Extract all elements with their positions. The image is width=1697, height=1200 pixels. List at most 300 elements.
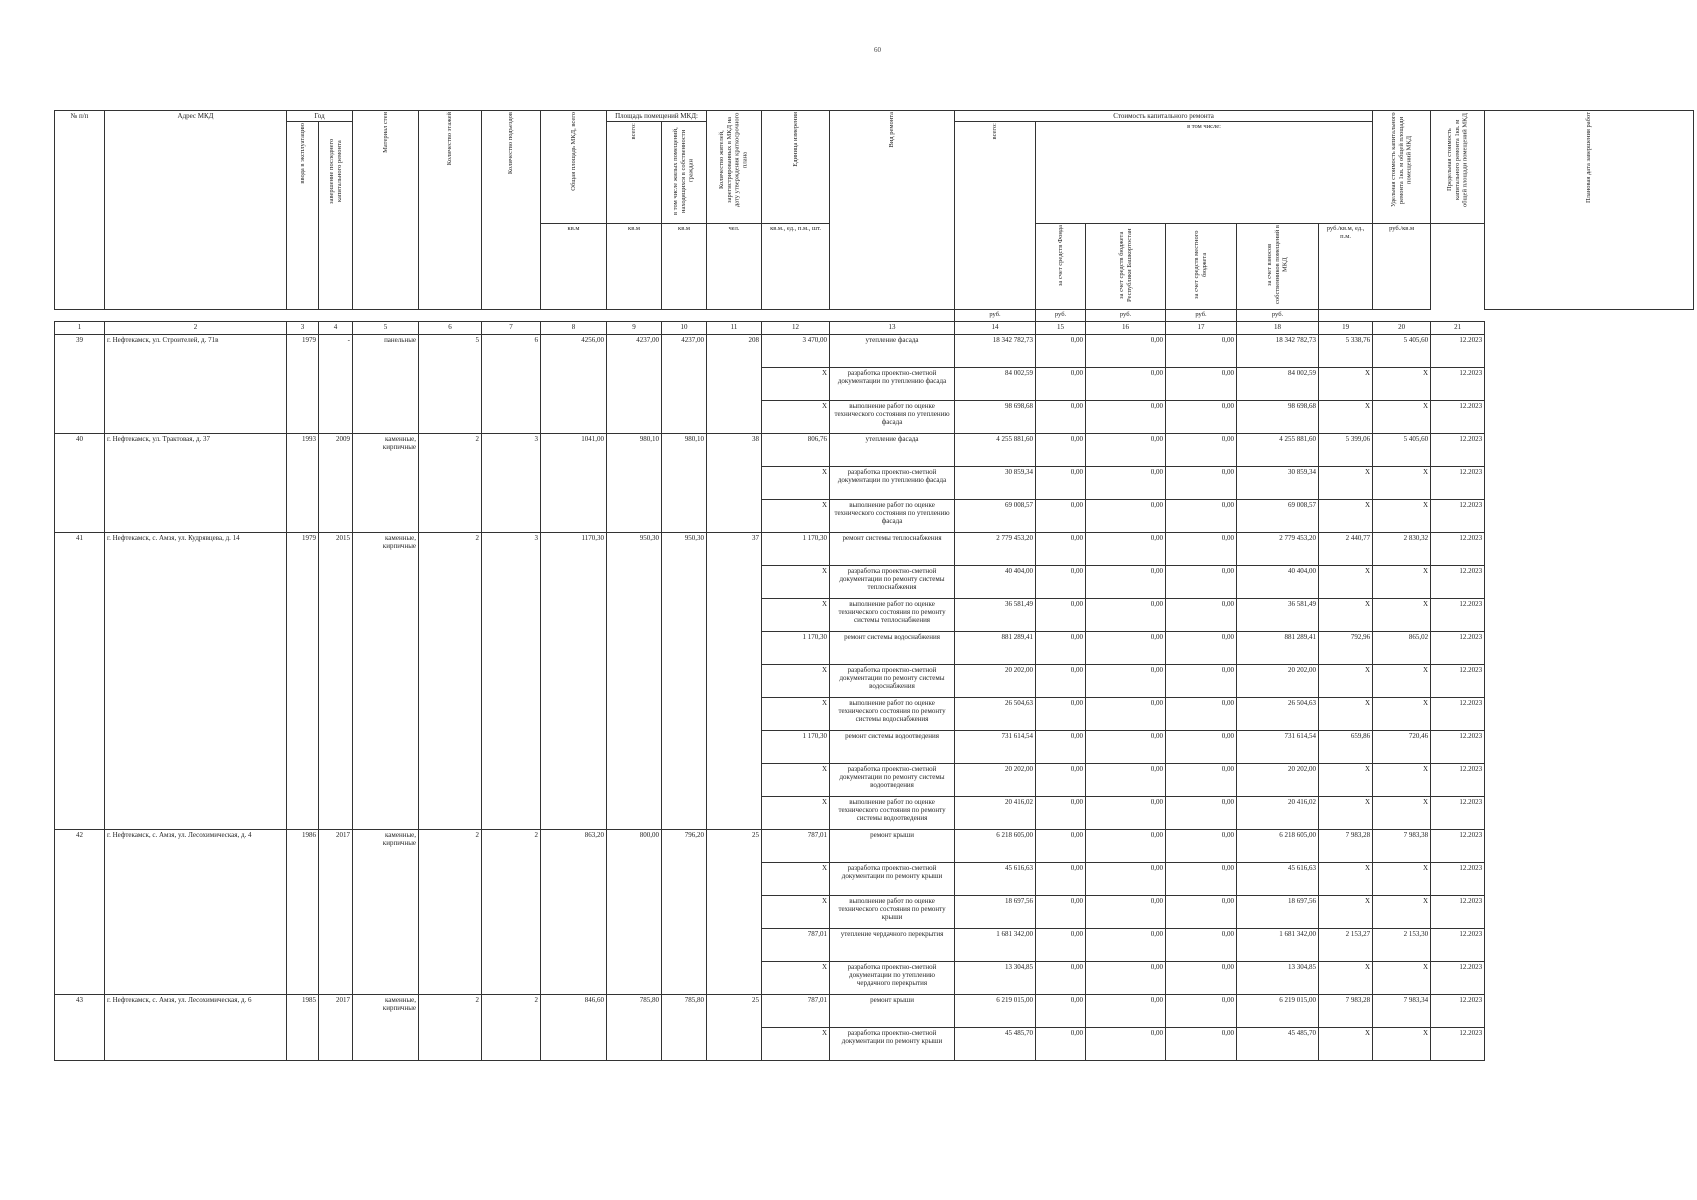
unit-cost-owners: руб.: [1237, 309, 1319, 321]
residents-count: 25: [707, 994, 762, 1060]
unit-value: 1 170,30: [762, 631, 830, 664]
plan-date: 12.2023: [1431, 532, 1485, 565]
plan-date: 12.2023: [1431, 400, 1485, 433]
unit-cost: X: [1319, 763, 1373, 796]
plan-date: 12.2023: [1431, 895, 1485, 928]
cost-republic: 0,00: [1086, 862, 1166, 895]
unit-cost: X: [1319, 796, 1373, 829]
unit-cost-fund: руб.: [1036, 309, 1086, 321]
unit-value: 787,01: [762, 829, 830, 862]
work-type: выполнение работ по оценке технического состояния по утеплению фасада: [830, 400, 955, 433]
cost-total: 26 504,63: [955, 697, 1036, 730]
cost-total: 69 008,57: [955, 499, 1036, 532]
table-row: [55, 829, 1694, 862]
cost-republic: 0,00: [1086, 796, 1166, 829]
residents-count: 25: [707, 829, 762, 994]
unit-value: X: [762, 598, 830, 631]
column-number: 12: [762, 321, 830, 334]
unit-value: X: [762, 796, 830, 829]
column-number: 17: [1166, 321, 1237, 334]
row-number: 43: [55, 994, 105, 1060]
cost-fund: 0,00: [1036, 928, 1086, 961]
cost-local: 0,00: [1166, 895, 1237, 928]
cost-fund: 0,00: [1036, 862, 1086, 895]
cost-owners: 84 002,59: [1237, 367, 1319, 400]
cost-republic: 0,00: [1086, 928, 1166, 961]
cost-local: 0,00: [1166, 796, 1237, 829]
cost-owners: 45 485,70: [1237, 1027, 1319, 1060]
work-type: разработка проектно-сметной документации по утеплению чердачного перекрытия: [830, 961, 955, 994]
building-address: г. Нефтекамск, ул. Трактовая, д. 37: [105, 433, 287, 532]
unit-value: X: [762, 895, 830, 928]
area-total: 980,10: [607, 433, 662, 532]
plan-date: 12.2023: [1431, 631, 1485, 664]
header-money-units-row: [55, 309, 1694, 321]
unit-value: X: [762, 367, 830, 400]
plan-date: 12.2023: [1431, 1027, 1485, 1060]
cost-local: 0,00: [1166, 466, 1237, 499]
col-cost-republic-header: за счет средств бюджета Республики Башкортостан: [1086, 223, 1166, 309]
cost-local: 0,00: [1166, 664, 1237, 697]
cost-total: 4 255 881,60: [955, 433, 1036, 466]
area-total: 4237,00: [607, 334, 662, 433]
plan-date: 12.2023: [1431, 994, 1485, 1027]
cost-owners: 1 681 342,00: [1237, 928, 1319, 961]
max-cost: X: [1373, 862, 1431, 895]
unit-cost: X: [1319, 598, 1373, 631]
cost-owners: 6 219 015,00: [1237, 994, 1319, 1027]
cost-owners: 4 255 881,60: [1237, 433, 1319, 466]
cost-owners: 20 416,02: [1237, 796, 1319, 829]
col-area-group-header: Площадь помещений МКД:: [607, 111, 707, 122]
max-cost: X: [1373, 1027, 1431, 1060]
cost-fund: 0,00: [1036, 1027, 1086, 1060]
wall-material: панельные: [353, 334, 419, 433]
cost-republic: 0,00: [1086, 499, 1166, 532]
area-total: 950,30: [607, 532, 662, 829]
cost-total: 45 616,63: [955, 862, 1036, 895]
max-cost: X: [1373, 763, 1431, 796]
plan-date: 12.2023: [1431, 466, 1485, 499]
col-cost-fund-header: за счет средств Фонда: [1036, 223, 1086, 309]
plan-date: 12.2023: [1431, 565, 1485, 598]
col-unit-cost-header: Удельная стоимость капитального ремонта 1кв. м общей площади помещений МКД: [1373, 111, 1431, 224]
max-cost: X: [1373, 598, 1431, 631]
column-number: 13: [830, 321, 955, 334]
work-type: разработка проектно-сметной документации по ремонту крыши: [830, 1027, 955, 1060]
work-type: выполнение работ по оценке технического состояния по ремонту системы теплоснабжения: [830, 598, 955, 631]
table-body: [55, 334, 1694, 1060]
cost-local: 0,00: [1166, 961, 1237, 994]
max-cost: 7 983,38: [1373, 829, 1431, 862]
unit-cost: 5 338,76: [1319, 334, 1373, 367]
year-last-repair: 2017: [319, 994, 353, 1060]
cost-republic: 0,00: [1086, 994, 1166, 1027]
wall-material: каменные, кирпичные: [353, 829, 419, 994]
max-cost: 2 830,32: [1373, 532, 1431, 565]
unit-total-area: кв.м: [541, 223, 607, 309]
cost-fund: 0,00: [1036, 598, 1086, 631]
cost-republic: 0,00: [1086, 730, 1166, 763]
cost-fund: 0,00: [1036, 763, 1086, 796]
cost-local: 0,00: [1166, 1027, 1237, 1060]
total-area: 863,20: [541, 829, 607, 994]
entrances-count: 3: [482, 532, 541, 829]
wall-material: каменные, кирпичные: [353, 994, 419, 1060]
column-number: 19: [1319, 321, 1373, 334]
unit-cost: 7 983,28: [1319, 829, 1373, 862]
max-cost: X: [1373, 400, 1431, 433]
work-type: выполнение работ по оценке технического состояния по ремонту крыши: [830, 895, 955, 928]
work-type: разработка проектно-сметной документации по ремонту крыши: [830, 862, 955, 895]
cost-local: 0,00: [1166, 928, 1237, 961]
unit-cost: 7 983,28: [1319, 994, 1373, 1027]
cost-total: 84 002,59: [955, 367, 1036, 400]
area-total: 800,00: [607, 829, 662, 994]
entrances-count: 2: [482, 994, 541, 1060]
entrances-count: 6: [482, 334, 541, 433]
cost-owners: 13 304,85: [1237, 961, 1319, 994]
unit-value: 1 170,30: [762, 730, 830, 763]
floors-count: 2: [419, 829, 482, 994]
cost-local: 0,00: [1166, 400, 1237, 433]
work-type: утепление фасада: [830, 334, 955, 367]
cost-fund: 0,00: [1036, 631, 1086, 664]
area-residential: 980,10: [662, 433, 707, 532]
row-number: 40: [55, 433, 105, 532]
unit-cost: X: [1319, 565, 1373, 598]
plan-date: 12.2023: [1431, 697, 1485, 730]
cost-owners: 2 779 453,20: [1237, 532, 1319, 565]
cost-local: 0,00: [1166, 367, 1237, 400]
cost-total: 6 219 015,00: [955, 994, 1036, 1027]
year-last-repair: 2009: [319, 433, 353, 532]
cost-fund: 0,00: [1036, 499, 1086, 532]
floors-count: 5: [419, 334, 482, 433]
unit-cost: X: [1319, 862, 1373, 895]
unit-cost-local: руб.: [1166, 309, 1237, 321]
table-row: [55, 994, 1694, 1027]
wall-material: каменные, кирпичные: [353, 433, 419, 532]
cost-total: 30 859,34: [955, 466, 1036, 499]
row-number: 41: [55, 532, 105, 829]
cost-local: 0,00: [1166, 598, 1237, 631]
year-commission: 1979: [287, 334, 319, 433]
unit-cost: X: [1319, 400, 1373, 433]
cost-owners: 6 218 605,00: [1237, 829, 1319, 862]
area-residential: 4237,00: [662, 334, 707, 433]
plan-date: 12.2023: [1431, 499, 1485, 532]
plan-date: 12.2023: [1431, 961, 1485, 994]
year-last-repair: 2017: [319, 829, 353, 994]
residents-count: 208: [707, 334, 762, 433]
cost-owners: 731 614,54: [1237, 730, 1319, 763]
plan-date: 12.2023: [1431, 334, 1485, 367]
work-type: разработка проектно-сметной документации по утеплению фасада: [830, 367, 955, 400]
col-area-total-header: всего:: [607, 122, 662, 223]
column-number: 2: [105, 321, 287, 334]
cost-owners: 18 697,56: [1237, 895, 1319, 928]
plan-date: 12.2023: [1431, 598, 1485, 631]
cost-fund: 0,00: [1036, 565, 1086, 598]
plan-date: 12.2023: [1431, 664, 1485, 697]
cost-republic: 0,00: [1086, 532, 1166, 565]
max-cost: X: [1373, 697, 1431, 730]
area-residential: 796,20: [662, 829, 707, 994]
row-number: 39: [55, 334, 105, 433]
cost-fund: 0,00: [1036, 334, 1086, 367]
col-area-residential-header: в том числе жилых помещений, находящихся в собственности граждан: [662, 122, 707, 223]
col-cost-local-header: за счет средств местного бюджета: [1166, 223, 1237, 309]
work-type: утепление фасада: [830, 433, 955, 466]
cost-total: 731 614,54: [955, 730, 1036, 763]
building-address: г. Нефтекамск, с. Амзя, ул. Лесохимическая, д. 6: [105, 994, 287, 1060]
header-row-1: [55, 111, 1694, 122]
cost-republic: 0,00: [1086, 565, 1166, 598]
cost-fund: 0,00: [1036, 532, 1086, 565]
work-type: выполнение работ по оценке технического состояния по утеплению фасада: [830, 499, 955, 532]
residents-count: 38: [707, 433, 762, 532]
column-number: 6: [419, 321, 482, 334]
cost-total: 20 416,02: [955, 796, 1036, 829]
col-plan-date-header: Плановая дата завершения работ: [1485, 111, 1694, 310]
column-number: 8: [541, 321, 607, 334]
cost-republic: 0,00: [1086, 598, 1166, 631]
building-address: г. Нефтекамск, с. Амзя, ул. Лесохимическая, д. 4: [105, 829, 287, 994]
col-year-last-repair-header: завершение последнего капитального ремонта: [319, 122, 353, 309]
cost-total: 36 581,49: [955, 598, 1036, 631]
cost-local: 0,00: [1166, 565, 1237, 598]
column-number: 16: [1086, 321, 1166, 334]
col-year-group-header: Год: [287, 111, 353, 122]
col-unit-header: Единица измерения: [762, 111, 830, 224]
col-max-cost-header: Предельная стоимость капитального ремонта 1кв. м общей площади помещений МКД: [1431, 111, 1485, 224]
area-residential: 785,80: [662, 994, 707, 1060]
cost-total: 40 404,00: [955, 565, 1036, 598]
col-address-header: Адрес МКД: [105, 111, 287, 310]
table-row: [55, 433, 1694, 466]
work-type: ремонт крыши: [830, 829, 955, 862]
cost-republic: 0,00: [1086, 895, 1166, 928]
cost-total: 13 304,85: [955, 961, 1036, 994]
col-residents-header: Количество жителей, зарегистрированных в МКД на дату утверждения краткосрочного плана: [707, 111, 762, 224]
max-cost: 5 405,60: [1373, 433, 1431, 466]
cost-fund: 0,00: [1036, 994, 1086, 1027]
work-type: разработка проектно-сметной документации по ремонту системы водоснабжения: [830, 664, 955, 697]
col-cost-owners-header: за счет взносов собственников помещений в МКД: [1237, 223, 1319, 309]
cost-fund: 0,00: [1036, 433, 1086, 466]
max-cost: X: [1373, 895, 1431, 928]
cost-republic: 0,00: [1086, 466, 1166, 499]
plan-date: 12.2023: [1431, 829, 1485, 862]
max-cost: X: [1373, 796, 1431, 829]
year-commission: 1993: [287, 433, 319, 532]
max-cost: X: [1373, 499, 1431, 532]
unit-cost: X: [1319, 367, 1373, 400]
cost-local: 0,00: [1166, 730, 1237, 763]
area-residential: 950,30: [662, 532, 707, 829]
cost-owners: 20 202,00: [1237, 664, 1319, 697]
year-last-repair: 2015: [319, 532, 353, 829]
unit-value: X: [762, 499, 830, 532]
total-area: 4256,00: [541, 334, 607, 433]
unit-cost: X: [1319, 466, 1373, 499]
cost-total: 18 342 782,73: [955, 334, 1036, 367]
cost-total: 6 218 605,00: [955, 829, 1036, 862]
col-entrances-header: Количество подъездов: [482, 111, 541, 310]
col-floors-header: Количество этажей: [419, 111, 482, 310]
cost-total: 20 202,00: [955, 664, 1036, 697]
cost-republic: 0,00: [1086, 400, 1166, 433]
max-cost: 7 983,34: [1373, 994, 1431, 1027]
work-type: утепление чердачного перекрытия: [830, 928, 955, 961]
column-number: 1: [55, 321, 105, 334]
unit-cost: X: [1319, 697, 1373, 730]
cost-local: 0,00: [1166, 631, 1237, 664]
unit-value: X: [762, 565, 830, 598]
column-number: 10: [662, 321, 707, 334]
cost-fund: 0,00: [1036, 664, 1086, 697]
cost-local: 0,00: [1166, 334, 1237, 367]
column-number: 3: [287, 321, 319, 334]
unit-cost-republic: руб.: [1086, 309, 1166, 321]
cost-owners: 45 616,63: [1237, 862, 1319, 895]
unit-cost: X: [1319, 499, 1373, 532]
building-address: г. Нефтекамск, с. Амзя, ул. Кудрявцева, д. 14: [105, 532, 287, 829]
cost-fund: 0,00: [1036, 730, 1086, 763]
cost-fund: 0,00: [1036, 961, 1086, 994]
unit-unit-cost: руб./кв.м, ед., п.м.: [1319, 223, 1373, 309]
cost-republic: 0,00: [1086, 631, 1166, 664]
unit-cost: 2 153,27: [1319, 928, 1373, 961]
work-type: разработка проектно-сметной документации по утеплению фасада: [830, 466, 955, 499]
plan-date: 12.2023: [1431, 763, 1485, 796]
max-cost: X: [1373, 466, 1431, 499]
max-cost: 865,02: [1373, 631, 1431, 664]
cost-owners: 26 504,63: [1237, 697, 1319, 730]
col-work-type-header: Вид ремонта: [830, 111, 955, 310]
max-cost: X: [1373, 367, 1431, 400]
total-area: 1041,00: [541, 433, 607, 532]
unit-cost: X: [1319, 1027, 1373, 1060]
residents-count: 37: [707, 532, 762, 829]
cost-owners: 69 008,57: [1237, 499, 1319, 532]
cost-republic: 0,00: [1086, 367, 1166, 400]
unit-cost: X: [1319, 895, 1373, 928]
table-row: [55, 334, 1694, 367]
work-type: ремонт крыши: [830, 994, 955, 1027]
cost-owners: 30 859,34: [1237, 466, 1319, 499]
unit-cost: X: [1319, 664, 1373, 697]
entrances-count: 2: [482, 829, 541, 994]
year-last-repair: -: [319, 334, 353, 433]
unit-area-total: кв.м: [607, 223, 662, 309]
cost-local: 0,00: [1166, 697, 1237, 730]
work-type: выполнение работ по оценке технического состояния по ремонту системы водоснабжения: [830, 697, 955, 730]
col-year-commission-header: ввода в эксплуатацию: [287, 122, 319, 309]
unit-residents: чел.: [707, 223, 762, 309]
col-cost-group-header: Стоимость капитального ремонта: [955, 111, 1373, 122]
column-number: 7: [482, 321, 541, 334]
cost-republic: 0,00: [1086, 664, 1166, 697]
unit-value: 806,76: [762, 433, 830, 466]
total-area: 1170,30: [541, 532, 607, 829]
max-cost: X: [1373, 961, 1431, 994]
unit-value: X: [762, 400, 830, 433]
plan-date: 12.2023: [1431, 796, 1485, 829]
plan-date: 12.2023: [1431, 928, 1485, 961]
work-type: выполнение работ по оценке технического состояния по ремонту системы водоотведения: [830, 796, 955, 829]
cost-owners: 36 581,49: [1237, 598, 1319, 631]
col-wall-material-header: Материал стен: [353, 111, 419, 310]
unit-cost: 2 440,77: [1319, 532, 1373, 565]
building-address: г. Нефтекамск, ул. Строителей, д. 71в: [105, 334, 287, 433]
cost-fund: 0,00: [1036, 829, 1086, 862]
cost-owners: 98 698,68: [1237, 400, 1319, 433]
unit-value: X: [762, 763, 830, 796]
cost-republic: 0,00: [1086, 763, 1166, 796]
work-type: разработка проектно-сметной документации по ремонту системы теплоснабжения: [830, 565, 955, 598]
cost-local: 0,00: [1166, 433, 1237, 466]
max-cost: 720,46: [1373, 730, 1431, 763]
col-no-header: № п/п: [55, 111, 105, 310]
unit-value: 787,01: [762, 928, 830, 961]
plan-date: 12.2023: [1431, 433, 1485, 466]
plan-date: 12.2023: [1431, 367, 1485, 400]
unit-cost: X: [1319, 961, 1373, 994]
cost-owners: 881 289,41: [1237, 631, 1319, 664]
cost-owners: 20 202,00: [1237, 763, 1319, 796]
cost-total: 20 202,00: [955, 763, 1036, 796]
work-type: ремонт системы водоснабжения: [830, 631, 955, 664]
work-type: ремонт системы водоотведения: [830, 730, 955, 763]
unit-value: 3 470,00: [762, 334, 830, 367]
max-cost: X: [1373, 565, 1431, 598]
entrances-count: 3: [482, 433, 541, 532]
plan-date: 12.2023: [1431, 730, 1485, 763]
col-incl-header: в том числе:: [1036, 122, 1373, 223]
cost-republic: 0,00: [1086, 697, 1166, 730]
max-cost: X: [1373, 664, 1431, 697]
cost-local: 0,00: [1166, 862, 1237, 895]
page-number: 60: [874, 46, 881, 54]
cost-local: 0,00: [1166, 532, 1237, 565]
cost-total: 98 698,68: [955, 400, 1036, 433]
unit-cost: 5 399,06: [1319, 433, 1373, 466]
unit-value: X: [762, 697, 830, 730]
cost-republic: 0,00: [1086, 961, 1166, 994]
column-number: 18: [1237, 321, 1319, 334]
unit-value: X: [762, 664, 830, 697]
cost-republic: 0,00: [1086, 433, 1166, 466]
column-number: 21: [1431, 321, 1485, 334]
floors-count: 2: [419, 532, 482, 829]
cost-fund: 0,00: [1036, 367, 1086, 400]
cost-total: 45 485,70: [955, 1027, 1036, 1060]
cost-local: 0,00: [1166, 763, 1237, 796]
cost-fund: 0,00: [1036, 400, 1086, 433]
column-number: 11: [707, 321, 762, 334]
unit-unit: кв.м., ед., п.м., шт.: [762, 223, 830, 309]
year-commission: 1985: [287, 994, 319, 1060]
cost-local: 0,00: [1166, 994, 1237, 1027]
column-number: 4: [319, 321, 353, 334]
col-total-area-header: Общая площадь МКД, всего: [541, 111, 607, 224]
cost-total: 1 681 342,00: [955, 928, 1036, 961]
unit-value: X: [762, 961, 830, 994]
col-cost-total-header: всего:: [955, 122, 1036, 309]
cost-local: 0,00: [1166, 499, 1237, 532]
